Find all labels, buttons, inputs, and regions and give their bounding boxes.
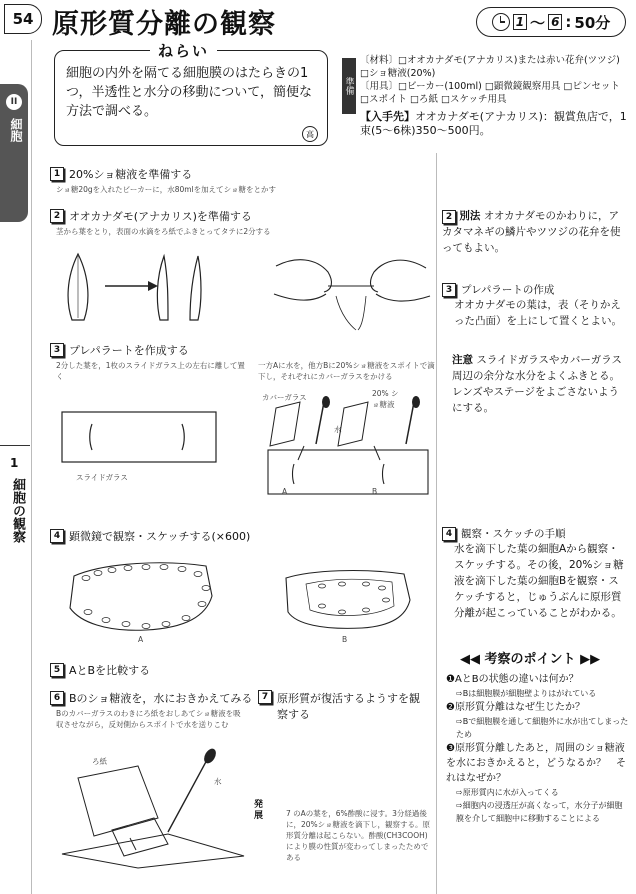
step-number: 5 (50, 663, 64, 677)
note-head: プレパラートの作成 (461, 284, 555, 296)
time-tilde: 〜 (530, 13, 546, 32)
discussion-list (446, 672, 630, 825)
column-divider (436, 153, 437, 894)
discussion-question: ❷原形質分離はなぜ生じたか？ (446, 702, 585, 713)
step-title: 原形質が復活するようすを観察する (277, 692, 420, 721)
discussion-answer: ⇨Bで細胞膜を通して細胞外に水が出てしまったため (456, 717, 629, 739)
level-badge: 高 (302, 126, 318, 142)
sketch-label-b: B (342, 635, 348, 644)
time-colon: : (565, 13, 572, 31)
discussion-title: ◀◀ 考察のポイント ▶▶ (460, 652, 601, 667)
step-2 (50, 208, 252, 224)
label-water-6: 水 (214, 777, 222, 786)
step-3 (50, 342, 189, 358)
note-number: 2 (442, 210, 456, 224)
step-number: 2 (50, 209, 64, 223)
sketch-label-a: A (138, 635, 144, 644)
section-number: II (6, 94, 22, 110)
discussion-title-text: 考察のポイント (484, 652, 576, 667)
cover-glass-dropper-illustration (264, 398, 434, 498)
acquire-note (360, 110, 632, 138)
chapter-title: 細胞の観察 (10, 478, 25, 543)
sidebar-line (31, 40, 32, 894)
cell-sketch-b (282, 556, 412, 636)
note-preparation (442, 282, 628, 329)
section-name: 細胞 (9, 118, 23, 142)
step-5 (50, 662, 150, 678)
preparation-list (360, 54, 630, 106)
note-text: オオカナダモのかわりに，アカタマネギの鱗片やツツジの花弁を使ってもよい。 (442, 210, 621, 254)
note-observation (442, 526, 628, 621)
step-title: Bのショ糖液を，水におきかえてみる (69, 692, 253, 705)
step-7 (258, 690, 427, 722)
label-cover-glass: カバーガラス (262, 393, 307, 402)
materials-text: 〔材料〕□オオカナダモ(アナカリス)または赤い花弁(ツツジ) □ショ糖液(20%) (360, 55, 620, 79)
leaf-split-illustration (60, 248, 230, 328)
step-number: 4 (50, 529, 64, 543)
tools-text: 〔用具〕□ビーカー(100ml) □顕微鏡観察用具 □ピンセット □スポイト □ろ紙 □スケッチ用具 (360, 81, 620, 105)
hatten-label: 発展 (254, 800, 264, 821)
step-6 (50, 690, 252, 706)
step-title: 20%ショ糖液を準備する (69, 168, 193, 181)
label-b: B (372, 487, 378, 496)
discussion-answer: ⇨Bは細胞膜が細胞壁よりはがれている (456, 689, 597, 698)
aim-title: ねらい (150, 40, 217, 61)
chapter-number: 1 (10, 456, 19, 470)
label-sucrose: 20% ショ糖液 (372, 389, 399, 409)
note-text: オオカナダモの葉は，表（そりかえった凸面）を上にして置くとよい。 (454, 299, 622, 327)
acquire-label: 【入手先】 (360, 110, 415, 123)
label-a: A (282, 487, 288, 496)
step-2-sub: 茎から葉をとり，表面の水滴をろ紙でふきとってタテに2分する (56, 227, 271, 236)
cell-sketch-a (66, 556, 216, 636)
preparation-label: 準備 (342, 58, 356, 114)
step-title: オオカナダモ(アナカリス)を準備する (69, 210, 252, 223)
clock-icon (492, 13, 510, 31)
note-text: 水を滴下した葉の細胞Aから観察・スケッチする。その後，20%ショ糖液を滴下した葉の細胞Bを観察・スケッチすると，じゅうぶんに原形質分離が起こっていることがわかる。 (454, 543, 624, 619)
step-number: 1 (50, 167, 64, 181)
discussion-question: ❶AとBの状態の違いは何か？ (446, 674, 579, 685)
step-1-sub: ショ糖20gを入れたビーカーに，水80mlを加えてショ糖をとかす (56, 185, 276, 194)
note-head: 注意 (452, 354, 473, 366)
step-4 (50, 528, 250, 544)
time-duration: 50分 (574, 13, 611, 32)
label-water: 水 (334, 425, 342, 434)
step-number: 3 (50, 343, 64, 357)
slide-glass-illustration (62, 412, 218, 464)
time-start: 1 (513, 14, 527, 30)
filter-paper-illustration (58, 744, 248, 868)
hands-tweezers-illustration (266, 246, 436, 336)
step-1 (50, 166, 192, 182)
page-number: 54 (4, 4, 42, 34)
note-head: 観察・スケッチの手順 (461, 528, 566, 540)
note-head: 別法 (459, 210, 481, 222)
step-title: AとBを比較する (69, 664, 151, 677)
step-3-sub-left: 2分した葉を，1枚のスライドガラス上の左右に離して置く (56, 361, 245, 381)
label-slide-glass: スライドガラス (76, 473, 128, 482)
note-caution (452, 352, 628, 416)
step-number: 7 (258, 690, 272, 704)
page-title: 原形質分離の観察 (52, 9, 276, 40)
time-box (476, 7, 626, 37)
note-text: スライドガラスやカバーガラス周辺の余分な水分をよくふきとる。レンズやステージをよごさないようにする。 (452, 354, 622, 414)
discussion-answer: ⇨原形質内に水が入ってくる (456, 788, 559, 797)
step-6-sub: Bのカバーガラスのわきにろ紙をおしあてショ糖液を吸収させながら，反対側からスポイトで水を送りこむ (56, 709, 241, 729)
chapter-divider (0, 445, 30, 446)
acquire-text: オオカナダモ(アナカリス)：観賞魚店で，1束(5～6株)350～500円。 (360, 110, 627, 137)
step-title: プレパラートを作成する (69, 344, 189, 357)
label-filter-paper: ろ紙 (92, 757, 107, 766)
note-number: 4 (442, 527, 456, 541)
step-title: 顕微鏡で観察・スケッチする(×600) (69, 530, 251, 543)
note-number: 3 (442, 283, 456, 297)
discussion-question: ❸原形質分離したあと，周囲のショ糖液を水におきかえると，どうなるか？ それはなぜか？ (446, 743, 626, 784)
step-number: 6 (50, 691, 64, 705)
step-3-sub-right: 一方Aに水を，他方Bに20%ショ糖液をスポイトで滴下し，それぞれにカバーガラスをかける (258, 361, 435, 381)
discussion-answer: ⇨細胞内の浸透圧が高くなって，水分子が細胞膜を介して細胞中に移動することによる (456, 801, 623, 823)
hatten-text: 7 のAの葉を，6%酢酸に浸す。3分経過後に，20%ショ糖液を滴下し，観察する。原形質分離は起こらない。酢酸(CH3COOH)により膜の性質が変わってしまったためである (286, 809, 431, 862)
aim-text: 細胞の内外を隔てる細胞膜のはたらきの1つ，半透性と水分の移動について，簡便な方法で調べる。 (66, 66, 312, 119)
time-end: 6 (548, 14, 562, 30)
note-alternative (442, 208, 628, 256)
